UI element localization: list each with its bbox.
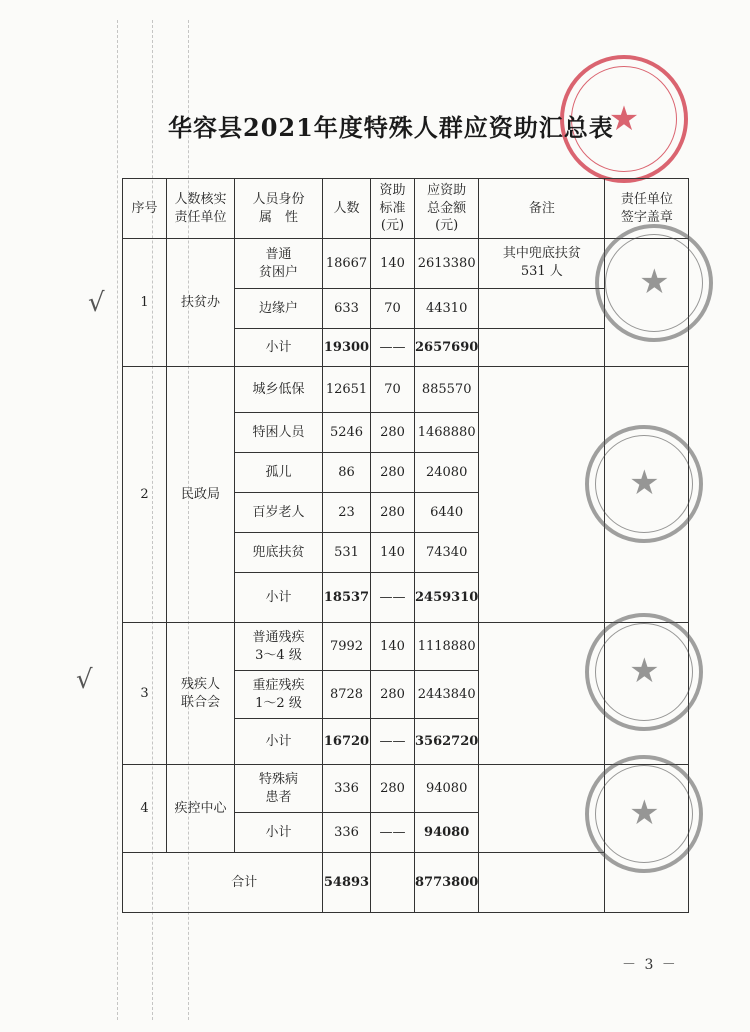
subtotal-standard: —— bbox=[371, 719, 415, 765]
header-remark: 备注 bbox=[479, 179, 605, 239]
group-unit: 疾控中心 bbox=[167, 765, 235, 853]
disease-control-center-stamp bbox=[585, 755, 703, 873]
row-amount: 885570 bbox=[415, 367, 479, 413]
sign-cell bbox=[605, 623, 689, 765]
table-row bbox=[123, 367, 689, 413]
stamp-star-icon: ★ bbox=[608, 99, 640, 139]
table-row bbox=[123, 623, 689, 671]
group-unit: 扶贫办 bbox=[167, 239, 235, 367]
row-standard: 280 bbox=[371, 413, 415, 453]
row-identity: 重症残疾 1～2 级 bbox=[235, 671, 323, 719]
row-identity: 城乡低保 bbox=[235, 367, 323, 413]
subtotal-count: 19300 bbox=[323, 329, 371, 367]
row-amount: 1468880 bbox=[415, 413, 479, 453]
row-identity: 普通 贫困户 bbox=[235, 239, 323, 289]
subtotal-amount: 2459310 bbox=[415, 573, 479, 623]
subtotal-label: 小计 bbox=[235, 813, 323, 853]
row-standard: 140 bbox=[371, 623, 415, 671]
page-number: － 3 － bbox=[622, 957, 678, 973]
row-standard: 280 bbox=[371, 453, 415, 493]
header-count: 人数 bbox=[323, 179, 371, 239]
stamp-star-icon: ★ bbox=[639, 262, 670, 303]
subtotal-label: 小计 bbox=[235, 719, 323, 765]
row-count: 633 bbox=[323, 289, 371, 329]
subtotal-count: 16720 bbox=[323, 719, 371, 765]
row-identity: 特殊病 患者 bbox=[235, 765, 323, 813]
row-count: 336 bbox=[323, 765, 371, 813]
row-remark bbox=[479, 289, 605, 329]
row-identity: 孤儿 bbox=[235, 453, 323, 493]
row-amount: 2613380 bbox=[415, 239, 479, 289]
row-standard: 280 bbox=[371, 765, 415, 813]
subtotal-count: 336 bbox=[323, 813, 371, 853]
row-count: 531 bbox=[323, 533, 371, 573]
row-remark bbox=[479, 329, 605, 367]
header-identity: 人员身份 属 性 bbox=[235, 179, 323, 239]
table-row bbox=[123, 765, 689, 813]
group-seq: 1 bbox=[123, 239, 167, 367]
row-amount: 2443840 bbox=[415, 671, 479, 719]
row-identity: 普通残疾 3～4 级 bbox=[235, 623, 323, 671]
group-seq: 4 bbox=[123, 765, 167, 853]
disabled-persons-federation-stamp bbox=[585, 613, 703, 731]
row-identity: 兜底扶贫 bbox=[235, 533, 323, 573]
sign-cell bbox=[605, 239, 689, 367]
row-amount: 74340 bbox=[415, 533, 479, 573]
header-sign: 责任单位 签字盖章 bbox=[605, 179, 689, 239]
sign-cell bbox=[605, 765, 689, 913]
row-count: 12651 bbox=[323, 367, 371, 413]
row-standard: 70 bbox=[371, 289, 415, 329]
check-mark-icon: √ bbox=[88, 288, 105, 318]
header-standard: 资助 标准 (元) bbox=[371, 179, 415, 239]
group-seq: 3 bbox=[123, 623, 167, 765]
subtotal-standard: —— bbox=[371, 813, 415, 853]
row-amount: 24080 bbox=[415, 453, 479, 493]
row-standard: 280 bbox=[371, 493, 415, 533]
group-unit: 残疾人 联合会 bbox=[167, 623, 235, 765]
subtotal-label: 小计 bbox=[235, 573, 323, 623]
total-standard bbox=[371, 853, 415, 913]
table-row bbox=[123, 239, 689, 289]
row-identity: 边缘户 bbox=[235, 289, 323, 329]
row-count: 23 bbox=[323, 493, 371, 533]
row-count: 7992 bbox=[323, 623, 371, 671]
row-amount: 94080 bbox=[415, 765, 479, 813]
row-amount: 6440 bbox=[415, 493, 479, 533]
row-remark: 其中兜底扶贫 531 人 bbox=[479, 239, 605, 289]
subtotal-standard: —— bbox=[371, 329, 415, 367]
row-standard: 70 bbox=[371, 367, 415, 413]
row-standard: 140 bbox=[371, 239, 415, 289]
stamp-star-icon: ★ bbox=[629, 463, 660, 504]
group-unit: 民政局 bbox=[167, 367, 235, 623]
row-count: 5246 bbox=[323, 413, 371, 453]
poverty-office-stamp bbox=[595, 224, 713, 342]
table-header-row bbox=[123, 179, 689, 239]
group-seq: 2 bbox=[123, 367, 167, 623]
total-amount: 8773800 bbox=[415, 853, 479, 913]
row-identity: 特困人员 bbox=[235, 413, 323, 453]
civil-affairs-stamp bbox=[585, 425, 703, 543]
stamp-star-icon: ★ bbox=[629, 793, 660, 834]
total-label: 合计 bbox=[167, 853, 323, 913]
subtotal-amount: 3562720 bbox=[415, 719, 479, 765]
scan-artifact-line bbox=[117, 20, 118, 1020]
header-amount: 应资助 总金额 (元) bbox=[415, 179, 479, 239]
subtotal-label: 小计 bbox=[235, 329, 323, 367]
subsidy-summary-table bbox=[122, 178, 689, 913]
subtotal-amount: 94080 bbox=[415, 813, 479, 853]
subtotal-count: 18537 bbox=[323, 573, 371, 623]
total-remark bbox=[479, 853, 605, 913]
row-identity: 百岁老人 bbox=[235, 493, 323, 533]
row-count: 18667 bbox=[323, 239, 371, 289]
subtotal-standard: —— bbox=[371, 573, 415, 623]
sign-cell bbox=[605, 367, 689, 623]
page-title: 华容县2021年度特殊人群应资助汇总表 bbox=[168, 113, 614, 142]
row-amount: 1118880 bbox=[415, 623, 479, 671]
total-seq bbox=[123, 853, 167, 913]
row-amount: 44310 bbox=[415, 289, 479, 329]
row-standard: 280 bbox=[371, 671, 415, 719]
row-count: 8728 bbox=[323, 671, 371, 719]
header-seq: 序号 bbox=[123, 179, 167, 239]
row-standard: 140 bbox=[371, 533, 415, 573]
stamp-star-icon: ★ bbox=[629, 651, 660, 692]
subtotal-amount: 2657690 bbox=[415, 329, 479, 367]
row-remark bbox=[479, 623, 605, 765]
check-mark-icon: √ bbox=[76, 665, 93, 695]
header-unit: 人数核实 责任单位 bbox=[167, 179, 235, 239]
row-count: 86 bbox=[323, 453, 371, 493]
total-count: 54893 bbox=[323, 853, 371, 913]
